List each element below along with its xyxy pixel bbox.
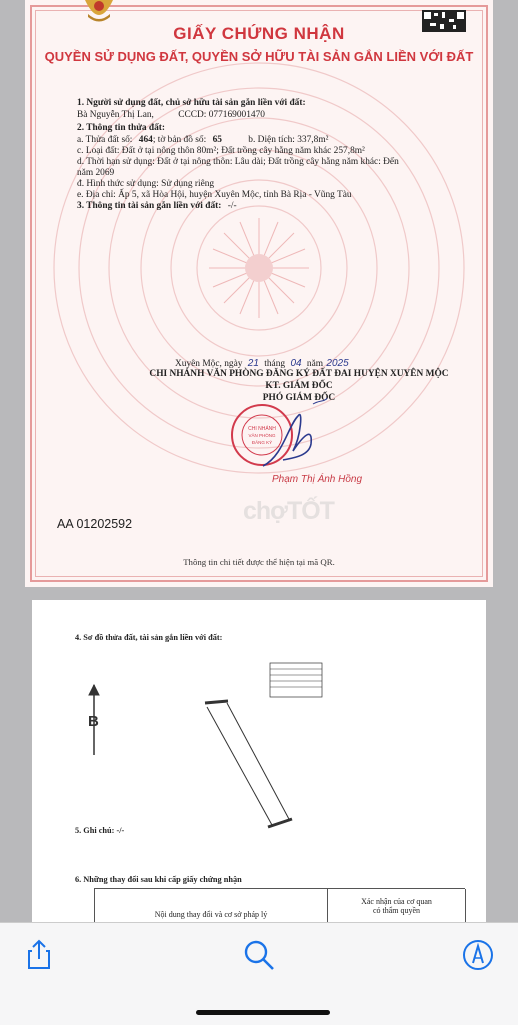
parcel-line [77, 135, 328, 146]
owner-name: Bà Nguyễn Thị Lan, [77, 110, 154, 120]
svg-text:ĐĂNG KÝ: ĐĂNG KÝ [251, 440, 273, 445]
section-6-heading: 6. Những thay đổi sau khi cấp giấy chứng nhận [75, 875, 242, 884]
signer-name: Phạm Thị Ánh Hồng [272, 474, 363, 485]
owner-id: CCCD: 077169001470 [178, 110, 265, 120]
issuer-name: CHI NHÁNH VĂN PHÒNG ĐĂNG KÝ ĐẤT ĐAI HUYỆN XUYÊN MỘC [149, 369, 449, 379]
land-type: c. Loại đất: Đất ở tại nông thôn 80m²; Đất trồng cây hằng năm khác 257,8m² [77, 146, 365, 156]
term-line-2: năm 2069 [77, 168, 115, 178]
home-indicator[interactable] [196, 1010, 330, 1015]
share-icon[interactable] [22, 938, 56, 972]
certificate-subtitle: QUYỀN SỬ DỤNG ĐẤT, QUYỀN SỞ HỮU TÀI SẢN GẮN LIỀN VỚI ĐẤT [44, 49, 474, 64]
section-3-value: -/- [227, 201, 237, 211]
search-icon[interactable] [242, 938, 276, 972]
table-header-confirm-2: có thẩm quyền [372, 906, 421, 915]
parcel-diagram [80, 655, 380, 845]
term-line-1: d. Thời hạn sử dụng: Đất ở tại nông thôn: Lâu dài; Đất trồng cây hằng năm khác: Đến [77, 157, 399, 167]
owner-line [77, 110, 265, 121]
address: e. Địa chỉ: Ấp 5, xã Hòa Hội, huyện Xuyên Mộc, tỉnh Bà Rịa - Vũng Tàu [77, 190, 352, 200]
map-label: ; tờ bản đồ số: [152, 135, 207, 145]
date-month: 04 [290, 358, 302, 369]
table-header-content: Nội dung thay đổi và cơ sở pháp lý [154, 910, 268, 919]
certificate-page [25, 0, 493, 587]
map-number: 65 [212, 135, 222, 145]
inner-border [35, 10, 483, 577]
date-line: Xuyên Mộc, ngày 21 tháng 04 năm 2025 [175, 358, 349, 369]
parcel-label: a. Thửa đất số: [77, 135, 133, 145]
usage-form: đ. Hình thức sử dụng: Sử dụng riêng [77, 179, 215, 189]
table-header-confirm-1: Xác nhận của cơ quan [361, 897, 432, 906]
section-2-heading: 2. Thông tin thửa đất: [77, 123, 166, 133]
section-4-heading: 4. Sơ đồ thửa đất, tài sản gắn liền với đất: [75, 633, 223, 642]
qr-note: Thông tin chi tiết được thể hiện tại mã QR. [183, 557, 335, 567]
parcel-number: 464 [138, 135, 153, 145]
serial-number: AA 01202592 [57, 517, 133, 531]
national-emblem-icon [82, 0, 116, 22]
area: b. Diện tích: 337,8m² [248, 135, 329, 145]
section-3-heading: 3. Thông tin tài sản gắn liền với đất: -/- [77, 201, 237, 211]
section-1-heading: 1. Người sử dụng đất, chủ sở hữu tài sản gắn liền với đất: [77, 98, 306, 108]
north-arrow-label: B [88, 713, 99, 730]
svg-text:VĂN PHÒNG: VĂN PHÒNG [248, 433, 276, 438]
svg-text:CHI NHÁNH: CHI NHÁNH [248, 426, 276, 432]
handwritten-signature [253, 396, 333, 476]
markup-icon[interactable] [461, 938, 495, 972]
kt-director: KT. GIÁM ĐỐC [265, 381, 333, 391]
date-year: 2025 [326, 358, 349, 369]
chotot-watermark: chợTỐT [243, 497, 334, 525]
deputy-director: PHÓ GIÁM ĐỐC [262, 393, 336, 403]
certificate-back-page [32, 600, 486, 930]
section-5-heading: 5. Ghi chú: -/- [75, 826, 125, 835]
certificate-title: GIẤY CHỨNG NHẬN [173, 24, 345, 43]
date-day: 21 [247, 358, 259, 369]
